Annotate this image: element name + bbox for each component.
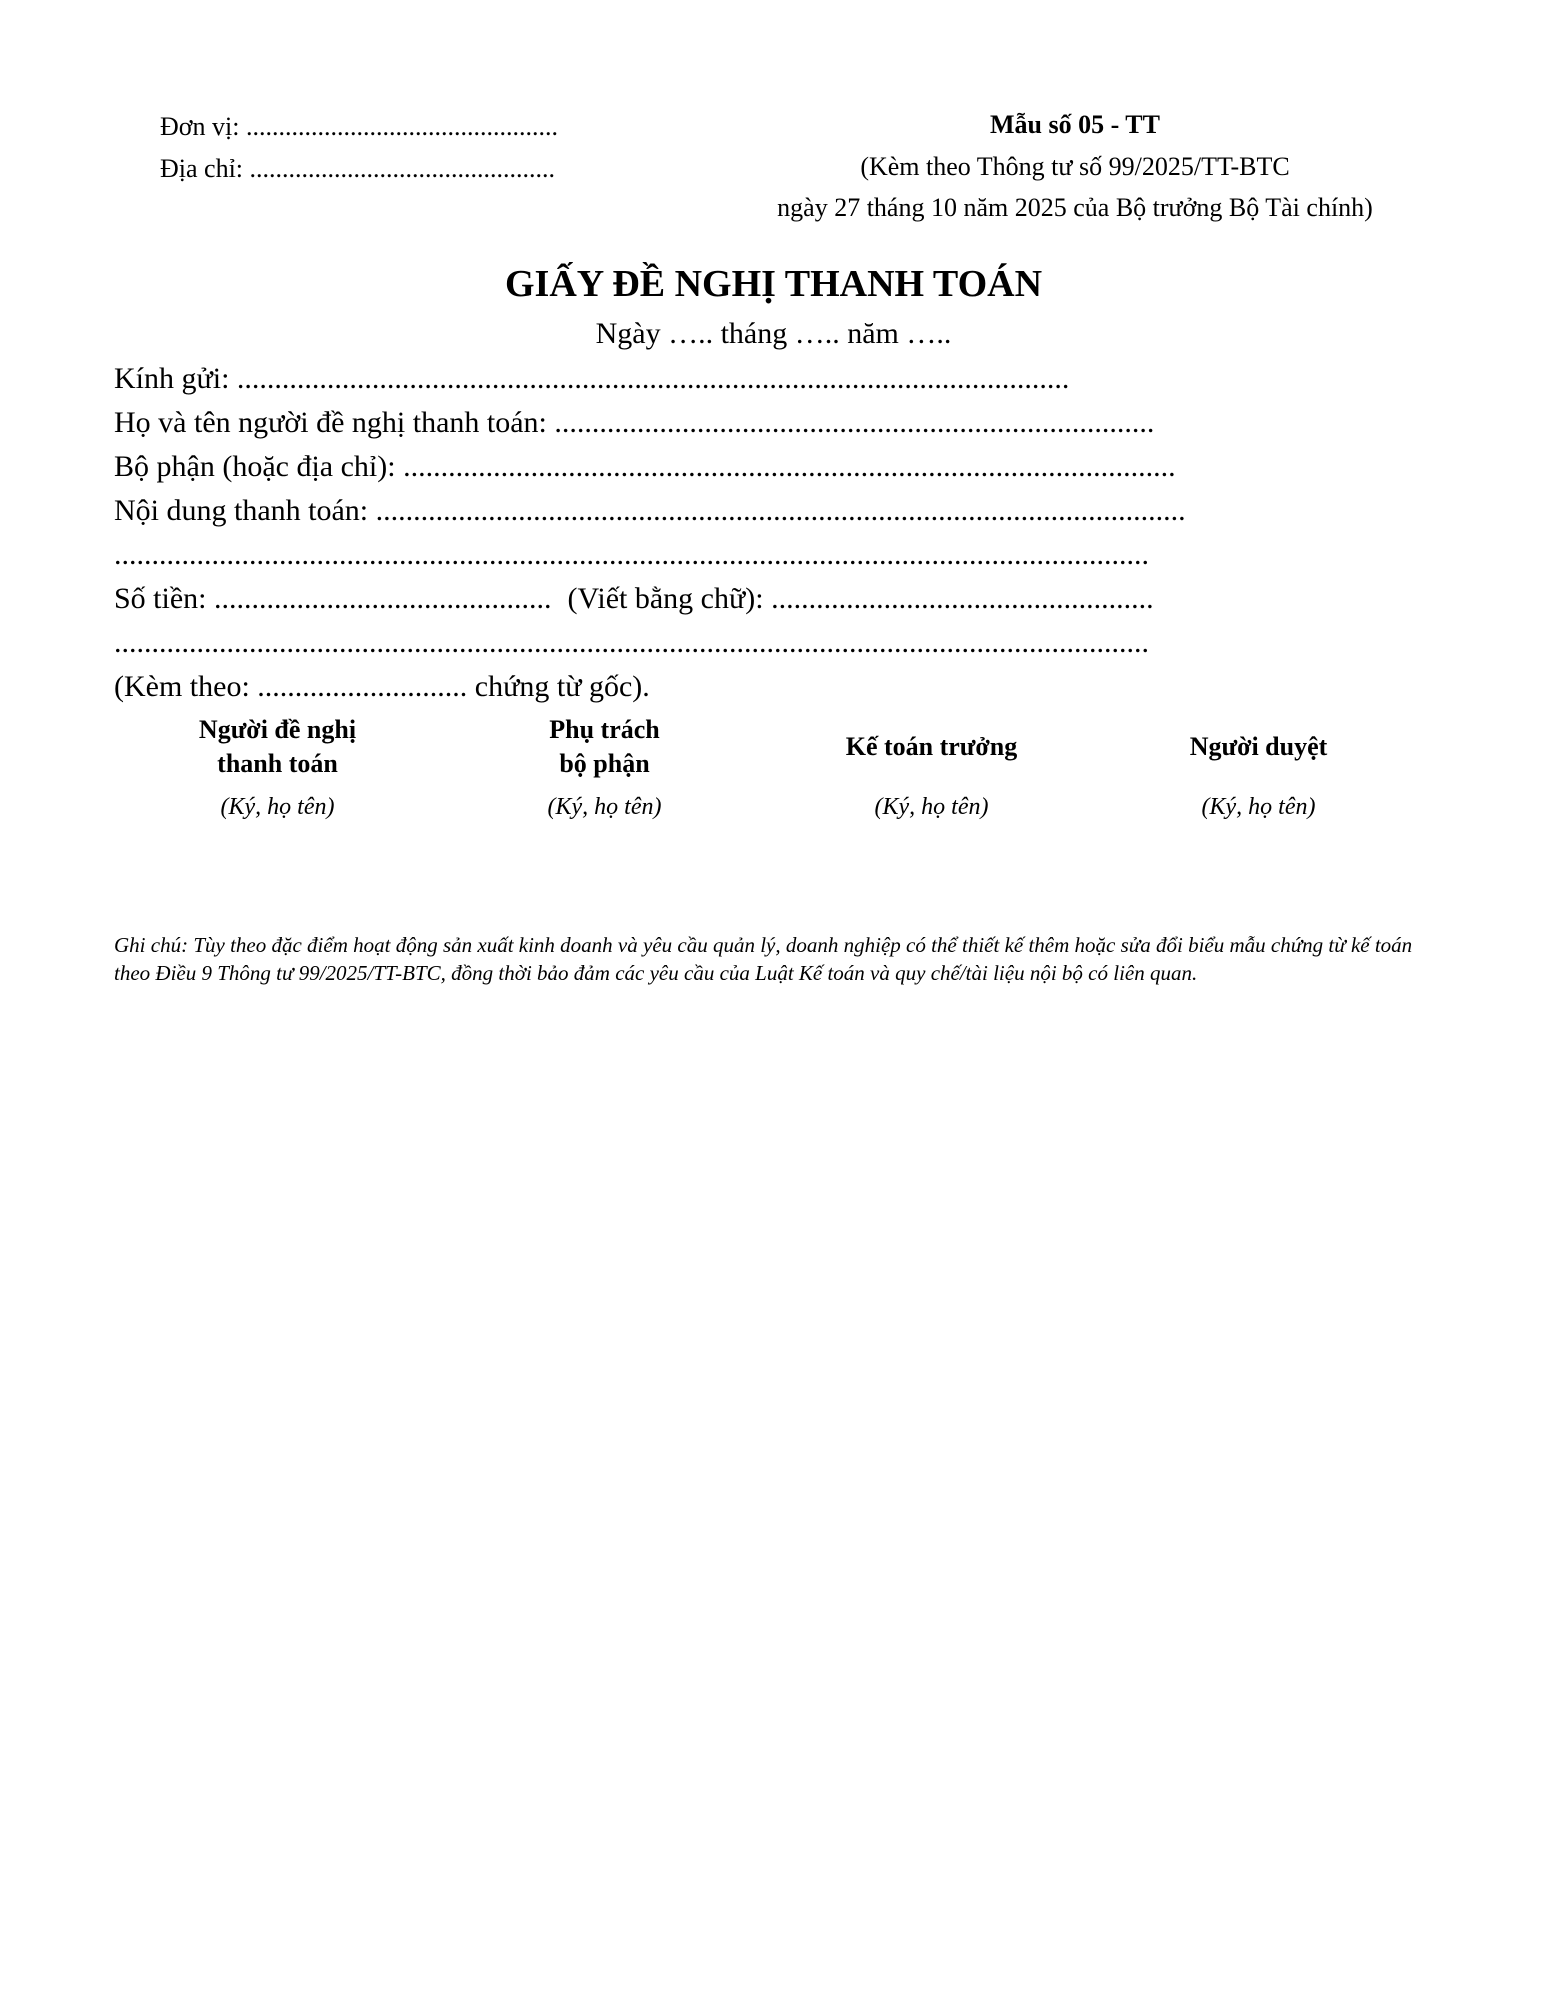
- amount-row: [114, 577, 1186, 621]
- document-title: GIẤY ĐỀ NGHỊ THANH TOÁN: [504, 263, 1043, 305]
- signature-instruction: (Ký, họ tên): [874, 794, 989, 820]
- signature-title: [441, 712, 768, 782]
- date-line: Ngày ….. tháng ….. năm …..: [595, 317, 952, 350]
- signature-instruction: (Ký, họ tên): [220, 794, 335, 820]
- amount-field: Số tiền: .............................................: [114, 582, 552, 615]
- footnote: Ghi chú: Tùy theo đặc điểm hoạt động sản xuất kinh doanh và yêu cầu quản lý, doanh nghiệp có thể thiết kế thêm hoặc sửa đổi biểu mẫu chứng từ kế toán theo Điều 9 Thông tư 99/2025/TT-BTC, đồng thời bảo đảm các yêu cầu của Luật Kế toán và quy chế/tài liệu nội bộ có liên quan.: [114, 933, 1413, 985]
- amount-in-words-field: (Viết bằng chữ): ...................................................: [567, 582, 1154, 615]
- signature-title: [768, 712, 1095, 782]
- signature-requester: [114, 712, 441, 822]
- department-field: Bộ phận (hoặc địa chỉ): .......................................................................................................: [114, 450, 1176, 483]
- requester-name-field: Họ và tên người đề nghị thanh toán: ................................................................................: [114, 406, 1155, 439]
- signature-title-line: Người duyệt: [1189, 732, 1328, 761]
- attachments-field: (Kèm theo: ............................ chứng từ gốc).: [114, 670, 650, 703]
- signature-title-line: Phụ trách: [549, 715, 660, 744]
- signature-title-line: Người đề nghị: [198, 715, 357, 744]
- signature-title: [114, 712, 441, 782]
- signature-chief-accountant: [768, 712, 1095, 822]
- signature-instruction: (Ký, họ tên): [547, 794, 662, 820]
- header-unit-block: [160, 106, 558, 190]
- signature-title-line: thanh toán: [217, 749, 338, 778]
- signature-department-head: [441, 712, 768, 822]
- signature-title: [1095, 712, 1422, 782]
- form-fields: [114, 357, 1186, 709]
- circular-reference-line2: ngày 27 tháng 10 năm 2025 của Bộ trưởng Bộ Tài chính): [777, 193, 1373, 222]
- signature-title-line: Kế toán trưởng: [845, 732, 1018, 761]
- amount-continued: ..........................................................................................................................................: [114, 626, 1149, 659]
- unit-field: Đơn vị: ................................................: [160, 112, 558, 141]
- recipient-field: Kính gửi: ...............................................................................................................: [114, 362, 1070, 395]
- signature-block: [114, 712, 1422, 822]
- signature-instruction: (Ký, họ tên): [1201, 794, 1316, 820]
- form-code: Mẫu số 05 - TT: [990, 110, 1160, 139]
- payment-content-continued: ..........................................................................................................................................: [114, 538, 1149, 571]
- signature-approver: [1095, 712, 1422, 822]
- address-field: Địa chỉ: ...............................................: [160, 154, 556, 183]
- payment-content-field: Nội dung thanh toán: ............................................................................................................: [114, 494, 1186, 527]
- header-form-info: [775, 104, 1375, 224]
- circular-reference-line1: (Kèm theo Thông tư số 99/2025/TT-BTC: [860, 152, 1290, 181]
- signature-title-line: bộ phận: [559, 749, 650, 778]
